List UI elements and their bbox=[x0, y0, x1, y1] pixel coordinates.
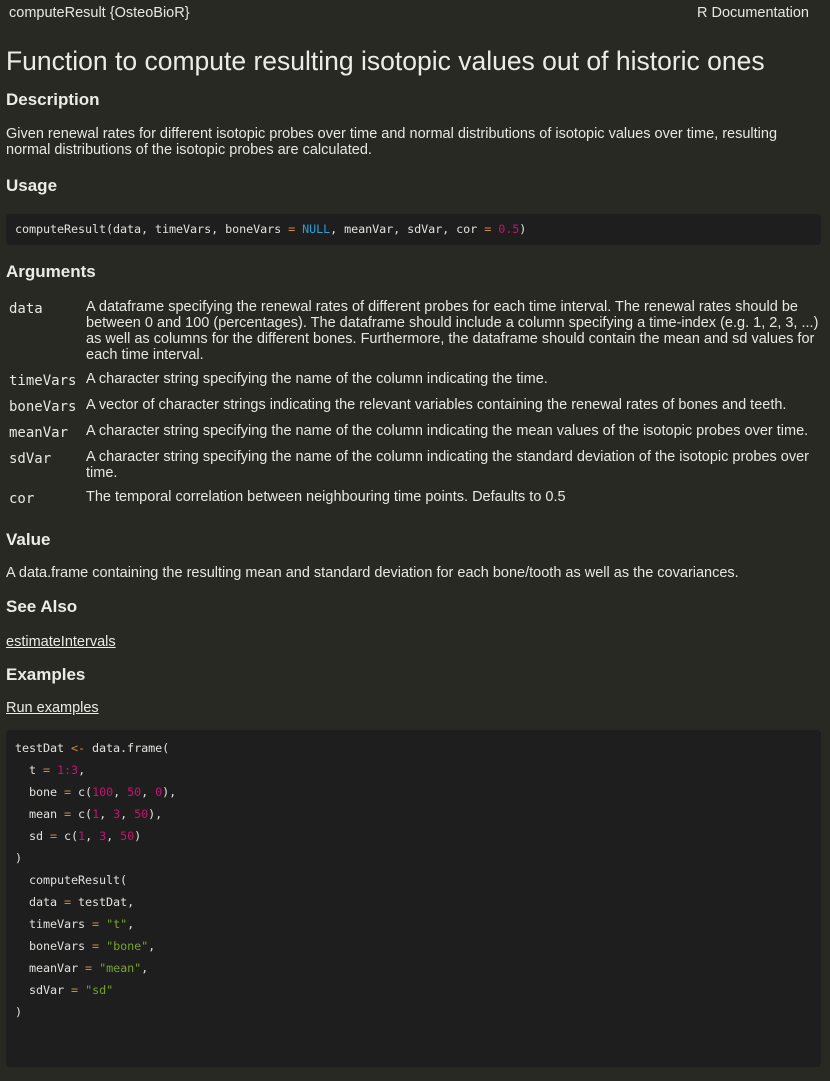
topic-label: computeResult {OsteoBioR} bbox=[9, 5, 190, 21]
argument-name: data bbox=[9, 301, 43, 317]
code-fn: computeResult(data, timeVars, boneVars bbox=[15, 222, 289, 236]
code-operator: = bbox=[484, 222, 492, 236]
code-keyword: NULL bbox=[302, 222, 331, 236]
argument-description: The temporal correlation between neighbouring time points. Defaults to 0.5 bbox=[86, 489, 566, 505]
code-line: computeResult( bbox=[15, 873, 128, 887]
estimate-intervals-link[interactable]: estimateIntervals bbox=[6, 634, 116, 650]
argument-row bbox=[6, 486, 822, 512]
argument-name: meanVar bbox=[9, 425, 69, 441]
argument-description: A vector of character strings indicating the relevant variables containing the renewal rates of bones and teeth. bbox=[86, 397, 787, 413]
argument-row bbox=[6, 394, 822, 420]
argument-description: A character string specifying the name of the column indicating the time. bbox=[86, 371, 548, 387]
code-operator: = bbox=[288, 222, 296, 236]
code-number: 0.5 bbox=[498, 222, 520, 236]
argument-row bbox=[6, 368, 822, 394]
code-close-paren: ) bbox=[519, 222, 527, 236]
argument-row bbox=[6, 296, 822, 368]
value-text: A data.frame containing the resulting mean and standard deviation for each bone/tooth as well as the covariances. bbox=[6, 565, 739, 581]
section-heading-see-also: See Also bbox=[6, 597, 78, 616]
examples-code-block bbox=[6, 730, 821, 1067]
argument-name: cor bbox=[9, 491, 35, 507]
argument-name: timeVars bbox=[9, 373, 77, 389]
section-heading-usage: Usage bbox=[6, 176, 58, 195]
code-line: ) bbox=[15, 851, 23, 865]
argument-row bbox=[6, 420, 822, 446]
argument-name: sdVar bbox=[9, 451, 52, 467]
page-title: Function to compute resulting isotopic values out of historic ones bbox=[6, 46, 765, 76]
run-examples-link[interactable]: Run examples bbox=[6, 700, 99, 716]
section-heading-examples: Examples bbox=[6, 665, 86, 684]
code-line: meanVar = "mean", bbox=[15, 961, 149, 975]
code-line: timeVars = "t", bbox=[15, 917, 135, 931]
code-line: ) bbox=[15, 1005, 23, 1019]
doc-header-bar bbox=[6, 0, 821, 26]
argument-name: boneVars bbox=[9, 399, 77, 415]
code-args: , meanVar, sdVar, cor bbox=[330, 222, 485, 236]
code-line: mean = c(1, 3, 50), bbox=[15, 807, 163, 821]
description-text: Given renewal rates for different isotopic probes over time and normal distributions of isotopic values over time, resulting normal distributions of the isotopic probes are calculated. bbox=[6, 126, 778, 158]
code-line: bone = c(100, 50, 0), bbox=[15, 785, 177, 799]
code-line: sdVar = "sd" bbox=[15, 983, 114, 997]
code-line: data = testDat, bbox=[15, 895, 135, 909]
code-line: boneVars = "bone", bbox=[15, 939, 156, 953]
code-line: sd = c(1, 3, 50) bbox=[15, 829, 142, 843]
argument-description: A character string specifying the name of the column indicating the standard deviation of the isotopic probes over time. bbox=[86, 449, 810, 481]
section-heading-value: Value bbox=[6, 530, 51, 549]
r-documentation-label: R Documentation bbox=[696, 5, 809, 21]
usage-code-block bbox=[6, 214, 821, 245]
argument-description: A dataframe specifying the renewal rates of different probes for each time interval. The renewal rates should be between 0 and 100 (percentages). The dataframe should include a column specifying a time-index (e.g. 1, 2, 3, ...) as well as columns for the different bones. Furthermore, the dataframe should contain the mean and sd values for each time interval. bbox=[86, 299, 819, 363]
arguments-table bbox=[6, 296, 822, 512]
argument-description: A character string specifying the name of the column indicating the mean values of the isotopic probes over time. bbox=[86, 423, 809, 439]
code-line: testDat <- data.frame( bbox=[15, 741, 170, 755]
code-line: t = 1:3, bbox=[15, 763, 86, 777]
argument-row bbox=[6, 446, 822, 486]
section-heading-description: Description bbox=[6, 90, 100, 109]
section-heading-arguments: Arguments bbox=[6, 262, 96, 281]
